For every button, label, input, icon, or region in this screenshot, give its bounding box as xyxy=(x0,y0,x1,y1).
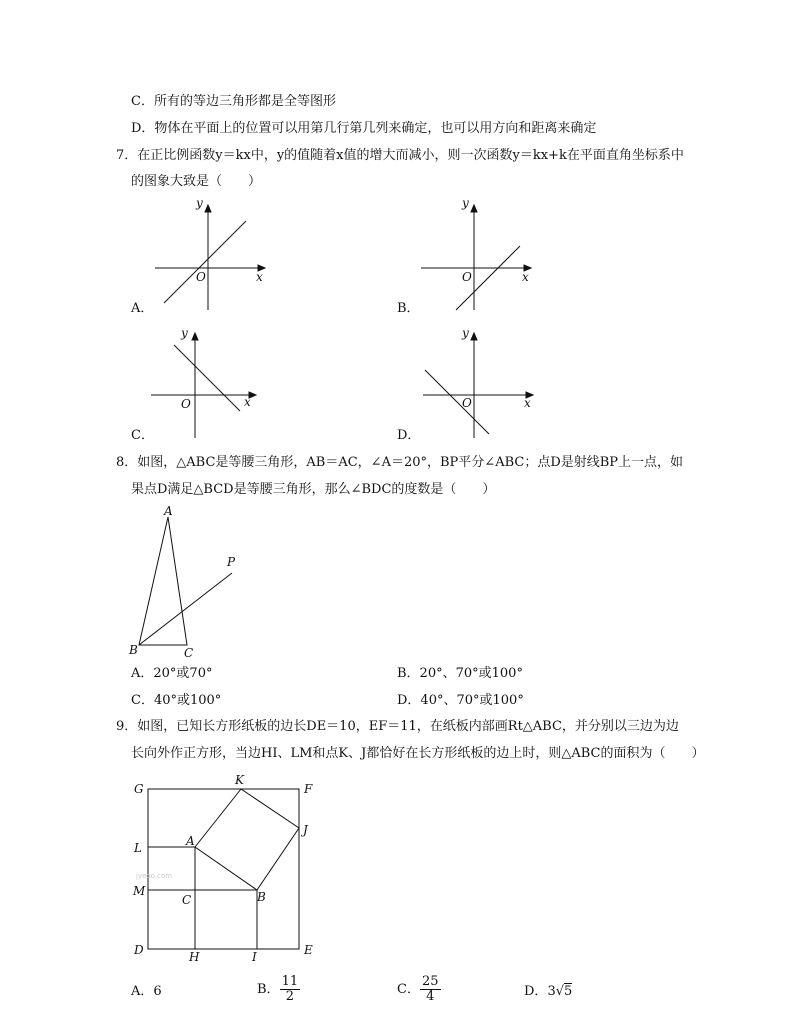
q7-label-b: B． xyxy=(397,301,420,316)
q9-rectangle-figure xyxy=(125,770,335,970)
y-axis-arrow xyxy=(471,333,477,340)
q8-option-a: A．20°或70° xyxy=(131,666,213,681)
function-line xyxy=(425,370,489,434)
point-c-label: C xyxy=(184,646,194,660)
q7-stem-line1: 7．在正比例函数y＝kx中，y的值随着x值的增大而减小，则一次函数y＝kx+k在平面直角坐标系中 xyxy=(116,148,684,163)
q9-option-c xyxy=(397,975,441,1004)
point-m-label: M xyxy=(133,884,146,898)
y-axis-arrow xyxy=(192,333,198,340)
q8-triangle-figure xyxy=(125,503,245,663)
point-h-label: H xyxy=(189,950,200,964)
q7-stem-line2: 的图象大致是（ ） xyxy=(131,174,262,189)
q9-option-b-fraction xyxy=(280,975,301,1004)
point-e-label: E xyxy=(304,943,313,957)
q9-option-d-radicand: 5 xyxy=(564,984,573,999)
q9-option-d xyxy=(524,983,572,1001)
y-axis-label: y xyxy=(462,196,469,210)
point-b-label: B xyxy=(129,643,138,657)
point-p-label: P xyxy=(227,555,236,569)
watermark: jyeoo.com xyxy=(136,872,173,880)
x-axis-label: x xyxy=(524,396,531,410)
q9-option-c-numerator: 25 xyxy=(421,974,439,989)
point-g-label: G xyxy=(134,782,144,796)
q9-option-b xyxy=(257,975,300,1004)
q8-stem-line1: 8．如图，△ABC是等腰三角形，AB＝AC，∠A＝20°，BP平分∠ABC；点D是射线BP上一点，如 xyxy=(116,455,684,470)
q8-option-d: D．40°、70°或100° xyxy=(397,693,524,708)
y-axis-label: y xyxy=(462,326,469,340)
x-axis-label: x xyxy=(256,270,263,284)
point-f-label: F xyxy=(304,782,313,796)
point-b-label: B xyxy=(257,890,266,904)
point-d-label: D xyxy=(134,943,144,957)
q6-option-c: C．所有的等边三角形都是全等图形 xyxy=(131,94,336,109)
point-j-label: J xyxy=(303,823,308,837)
q9-option-b-denominator: 2 xyxy=(285,989,294,1004)
function-line xyxy=(164,221,246,303)
q9-option-c-fraction xyxy=(420,975,441,1004)
q7-label-d: D． xyxy=(397,428,421,443)
q9-option-c-prefix: C． xyxy=(397,982,420,997)
y-axis-arrow xyxy=(205,205,211,212)
sqrt-icon: √ xyxy=(555,984,565,999)
q9-stem-line1: 9．如图，已知长方形纸板的边长DE＝10，EF＝11，在纸板内部画Rt△ABC，并分别以三边为边 xyxy=(116,719,679,734)
origin-label: O xyxy=(462,396,472,410)
q9-option-d-coefficient: 3 xyxy=(547,984,556,999)
q7-graph-d xyxy=(418,323,548,443)
y-axis-label: y xyxy=(196,196,203,210)
point-k-label: K xyxy=(235,773,244,787)
q9-option-b-numerator: 11 xyxy=(281,974,299,989)
x-axis-label: x xyxy=(522,270,529,284)
q9-stem-line2: 长向外作正方形，当边HI、LM和点K、J都恰好在长方形纸板的边上时，则△ABC的面积为（ ） xyxy=(131,746,705,761)
q6-option-d: D．物体在平面上的位置可以用第几行第几列来确定，也可以用方向和距离来确定 xyxy=(131,121,597,136)
origin-label: O xyxy=(462,270,472,284)
y-axis-label: y xyxy=(181,326,188,340)
q9-option-c-denominator: 4 xyxy=(426,989,435,1004)
q8-option-b: B．20°、70°或100° xyxy=(397,666,523,681)
q7-label-c: C． xyxy=(131,428,154,443)
x-axis-label: x xyxy=(244,395,251,409)
y-axis-arrow xyxy=(471,205,477,212)
origin-label: O xyxy=(196,270,206,284)
q9-option-b-prefix: B． xyxy=(257,982,280,997)
point-i-label: I xyxy=(252,950,257,964)
point-a-label: A xyxy=(164,504,173,518)
point-l-label: L xyxy=(134,841,142,855)
q8-stem-line2: 果点D满足△BCD是等腰三角形，那么∠BDC的度数是（ ） xyxy=(131,482,496,497)
q7-graph-c xyxy=(146,323,276,443)
q7-graph-b xyxy=(416,195,546,315)
q7-label-a: A． xyxy=(131,301,154,316)
q7-graph-a xyxy=(150,195,280,315)
q9-option-d-prefix: D． xyxy=(524,984,548,999)
square-on-ab xyxy=(195,789,299,890)
point-a-label: A xyxy=(186,834,195,848)
q9-option-a: A．6 xyxy=(131,984,162,999)
origin-label: O xyxy=(181,397,191,411)
point-c-label: C xyxy=(182,893,192,907)
q8-option-c: C．40°或100° xyxy=(131,693,222,708)
